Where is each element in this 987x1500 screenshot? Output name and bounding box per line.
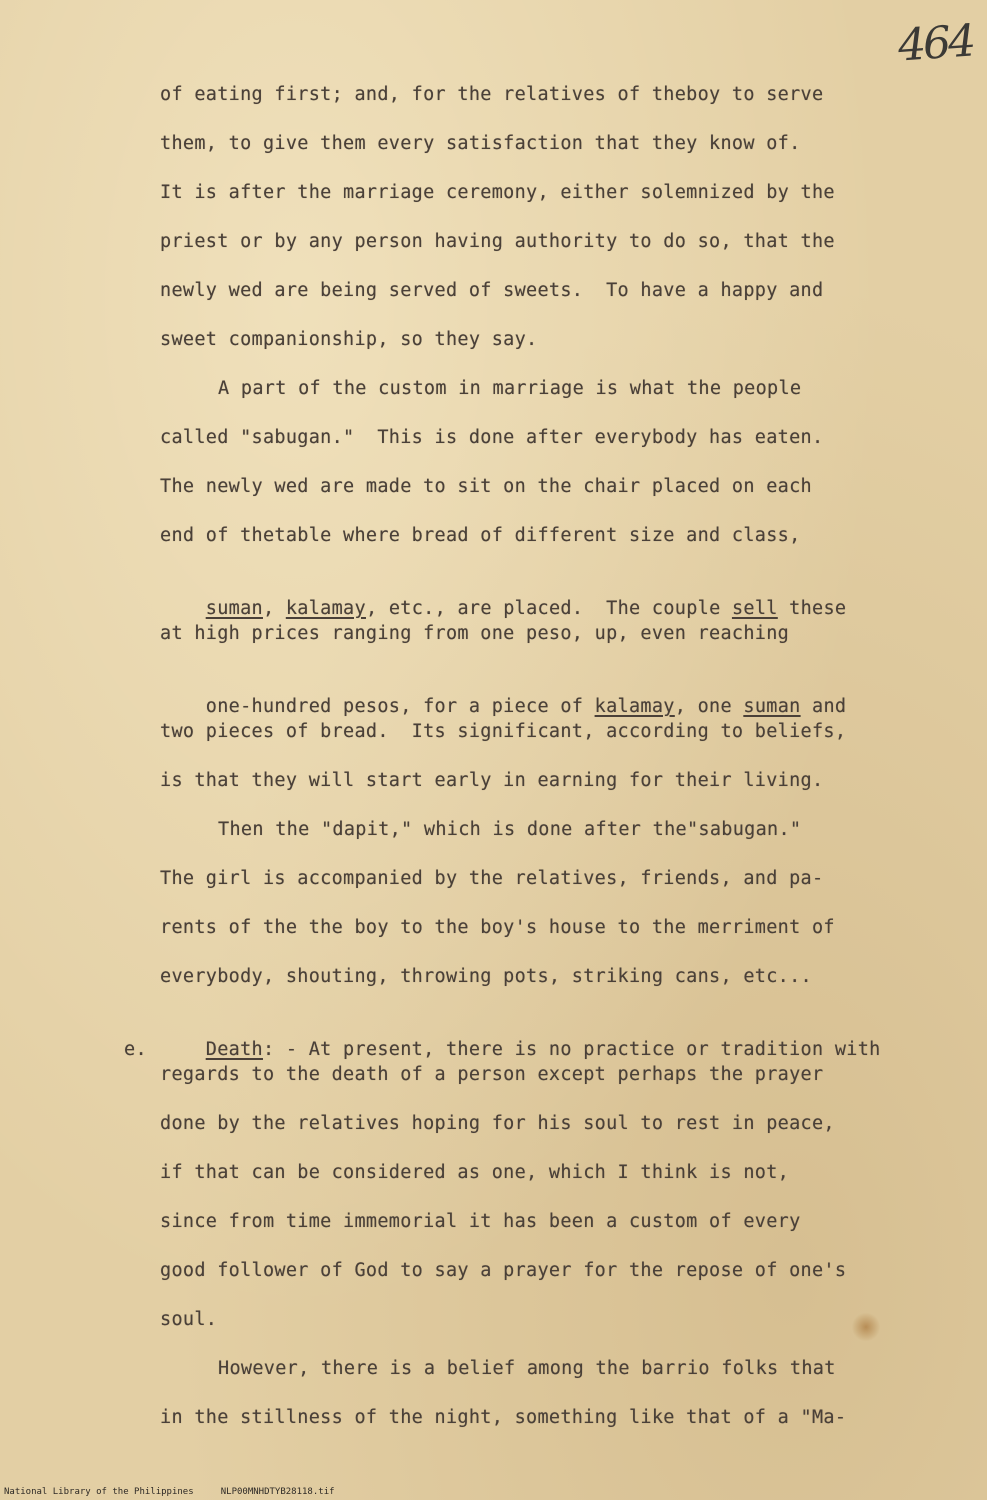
section-heading: Death (205, 1039, 263, 1060)
text-line: everybody, shouting, throwing pots, striking cans, etc... (160, 966, 812, 987)
text-line: of eating first; and, for the relatives of theboy to serve (160, 84, 824, 105)
text-line: sweet companionship, so they say. (160, 329, 538, 350)
section-marker: e. (124, 1039, 147, 1060)
text-line: done by the relatives hoping for his soul to rest in peace, (160, 1113, 835, 1134)
text-fragment: one-hundred pesos, for a piece of (205, 696, 595, 717)
text-line: two pieces of bread. Its significant, according to beliefs, (160, 721, 847, 742)
text-line: called "sabugan." This is done after everybody has eaten. (160, 427, 824, 448)
underlined-term: sell (731, 598, 778, 619)
text-fragment: , one (674, 696, 744, 717)
text-line: regards to the death of a person except perhaps the prayer (160, 1064, 824, 1085)
paragraph-start-line: Then the "dapit," which is done after the"sabugan." (218, 819, 802, 840)
text-line: since from time immemorial it has been a custom of every (160, 1211, 801, 1232)
text-fragment: : - At present, there is no practice or tradition with (262, 1039, 881, 1060)
text-line: is that they will start early in earning for their living. (160, 770, 824, 791)
text-line: in the stillness of the night, something like that of a "Ma- (160, 1407, 847, 1428)
paragraph-start-line: A part of the custom in marriage is what the people (218, 378, 802, 399)
page-number: 464 (896, 15, 975, 72)
text-line: rents of the the boy to the boy's house to the merriment of (160, 917, 835, 938)
text-line: soul. (160, 1309, 218, 1330)
underlined-term: kalamay (594, 696, 675, 717)
archive-footer: National Library of the Philippines NLP00MNHDTYB28118.tif (4, 1487, 335, 1497)
text-line: them, to give them every satisfaction that they know of. (160, 133, 801, 154)
text-line: at high prices ranging from one peso, up, even reaching (160, 623, 790, 644)
text-line: priest or by any person having authority to do so, that the (160, 231, 835, 252)
paragraph-start-line: However, there is a belief among the barrio folks that (218, 1358, 836, 1379)
text-line: The newly wed are made to sit on the chair placed on each (160, 476, 812, 497)
paper-stain (852, 1312, 880, 1342)
text-fragment: , etc., are placed. The couple (365, 598, 732, 619)
text-line: if that can be considered as one, which I think is not, (160, 1162, 790, 1183)
text-fragment: , (262, 598, 286, 619)
text-fragment: these (777, 598, 847, 619)
text-line: end of thetable where bread of different size and class, (160, 525, 801, 546)
underlined-term: kalamay (285, 598, 366, 619)
underlined-term: suman (205, 598, 263, 619)
text-line: good follower of God to say a prayer for the repose of one's (160, 1260, 847, 1281)
text-line: It is after the marriage ceremony, either solemnized by the (160, 182, 835, 203)
text-line: The girl is accompanied by the relatives, friends, and pa- (160, 868, 824, 889)
text-line: newly wed are being served of sweets. To have a happy and (160, 280, 824, 301)
text-fragment: and (800, 696, 847, 717)
underlined-term: suman (743, 696, 801, 717)
